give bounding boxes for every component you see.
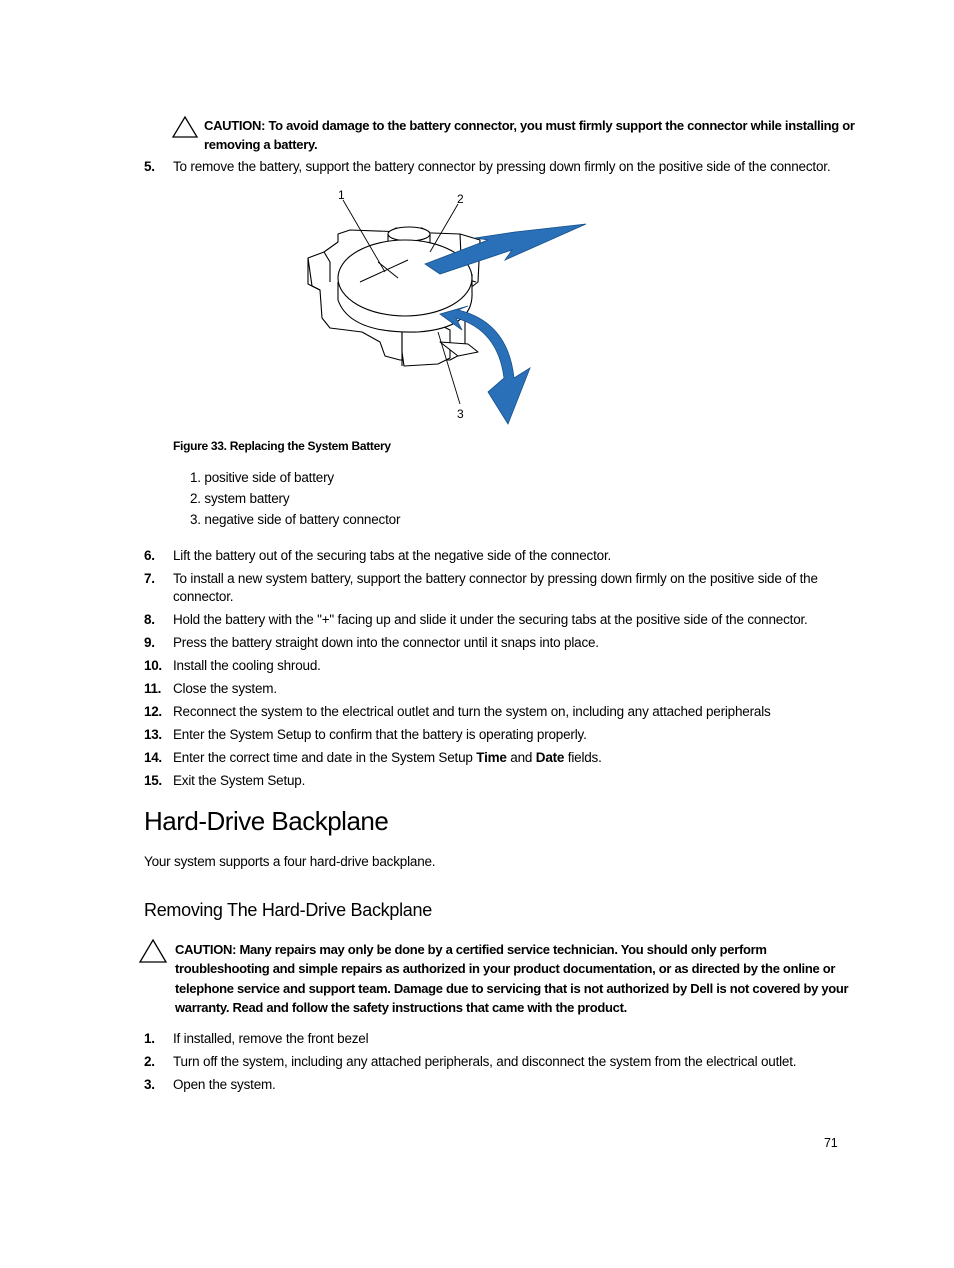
- step-number: 9.: [144, 635, 155, 650]
- step-number: 2.: [144, 1054, 155, 1069]
- step-number: 7.: [144, 571, 155, 586]
- step-text: Exit the System Setup.: [173, 773, 306, 788]
- figure-caption: Figure 33. Replacing the System Battery: [173, 439, 391, 453]
- callout-2: 2: [457, 192, 464, 206]
- section-intro: Your system supports a four hard-drive backplane.: [144, 854, 436, 869]
- step-text: [173, 749, 602, 767]
- step-number: 12.: [144, 704, 162, 719]
- step-number: 3.: [144, 1077, 155, 1092]
- caution-line: CAUTION: To avoid damage to the battery connector, you must firmly support the connector while installing or: [204, 118, 855, 133]
- callout-1: 1: [338, 188, 345, 202]
- caution-service-technician: [175, 940, 865, 1017]
- caution-line: troubleshooting and simple repairs as authorized in your product documentation, or as directed by the online or: [175, 961, 836, 977]
- step-text: Install the cooling shroud.: [173, 658, 321, 673]
- legend-item: 3. negative side of battery connector: [190, 512, 401, 527]
- step-text: If installed, remove the front bezel: [173, 1031, 369, 1046]
- step-number: 1.: [144, 1031, 155, 1046]
- step-text-part: Enter the correct time and date in the System Setup: [173, 750, 477, 765]
- caution-icon: [138, 938, 168, 964]
- step-number: 5.: [144, 159, 155, 174]
- step-text: Close the system.: [173, 681, 277, 696]
- caution-line: telephone service and support team. Damage due to servicing that is not authorized by Dell is not covered by your: [175, 980, 849, 996]
- step-text: Turn off the system, including any attached peripherals, and disconnect the system from the electrical outlet.: [173, 1054, 797, 1069]
- step-text-part: fields.: [564, 750, 602, 765]
- step-text: Press the battery straight down into the connector until it snaps into place.: [173, 635, 599, 650]
- date-field-name: Date: [535, 750, 565, 765]
- rotate-arrow: [440, 306, 530, 424]
- step-text: Lift the battery out of the securing tabs at the negative side of the connector.: [173, 548, 612, 563]
- step-number: 14.: [144, 750, 162, 765]
- caution-battery-connector: [204, 116, 864, 155]
- step-number: 11.: [144, 681, 162, 696]
- section-title: Hard-Drive Backplane: [144, 806, 389, 836]
- callout-3: 3: [457, 407, 464, 421]
- battery-top: [338, 240, 472, 316]
- step-number: 10.: [144, 658, 162, 673]
- step-number: 15.: [144, 773, 162, 788]
- step-number: 13.: [144, 727, 162, 742]
- caution-line: removing a battery.: [204, 137, 318, 153]
- step-text-line: To install a new system battery, support the battery connector by pressing down firmly on the positive side of the: [173, 571, 818, 586]
- step-text-part: and: [506, 750, 536, 765]
- battery-figure: [290, 182, 600, 427]
- time-field-name: Time: [476, 750, 507, 765]
- legend-item: 2. system battery: [190, 491, 290, 506]
- page-number: 71: [824, 1136, 838, 1150]
- step-text-line: connector.: [173, 589, 234, 604]
- step-text: Enter the System Setup to confirm that the battery is operating properly.: [173, 727, 587, 742]
- legend-item: 1. positive side of battery: [190, 470, 334, 485]
- step-number: 6.: [144, 548, 155, 563]
- caution-line: warranty. Read and follow the safety instructions that came with the product.: [175, 999, 627, 1015]
- step-text: Hold the battery with the "+" facing up and slide it under the securing tabs at the positive side of the connector.: [173, 612, 808, 627]
- step-text: To remove the battery, support the battery connector by pressing down firmly on the positive side of the connector.: [173, 159, 831, 174]
- caution-icon: [171, 115, 199, 139]
- figure-legend: [190, 469, 400, 532]
- step-number: 8.: [144, 612, 155, 627]
- caution-line: CAUTION: Many repairs may only be done by a certified service technician. You should only perform: [175, 942, 767, 957]
- subsection-title: Removing The Hard-Drive Backplane: [144, 900, 432, 920]
- step-text: Reconnect the system to the electrical outlet and turn the system on, including any attached peripherals: [173, 704, 771, 719]
- step-text: Open the system.: [173, 1077, 276, 1092]
- step-text: [173, 570, 818, 606]
